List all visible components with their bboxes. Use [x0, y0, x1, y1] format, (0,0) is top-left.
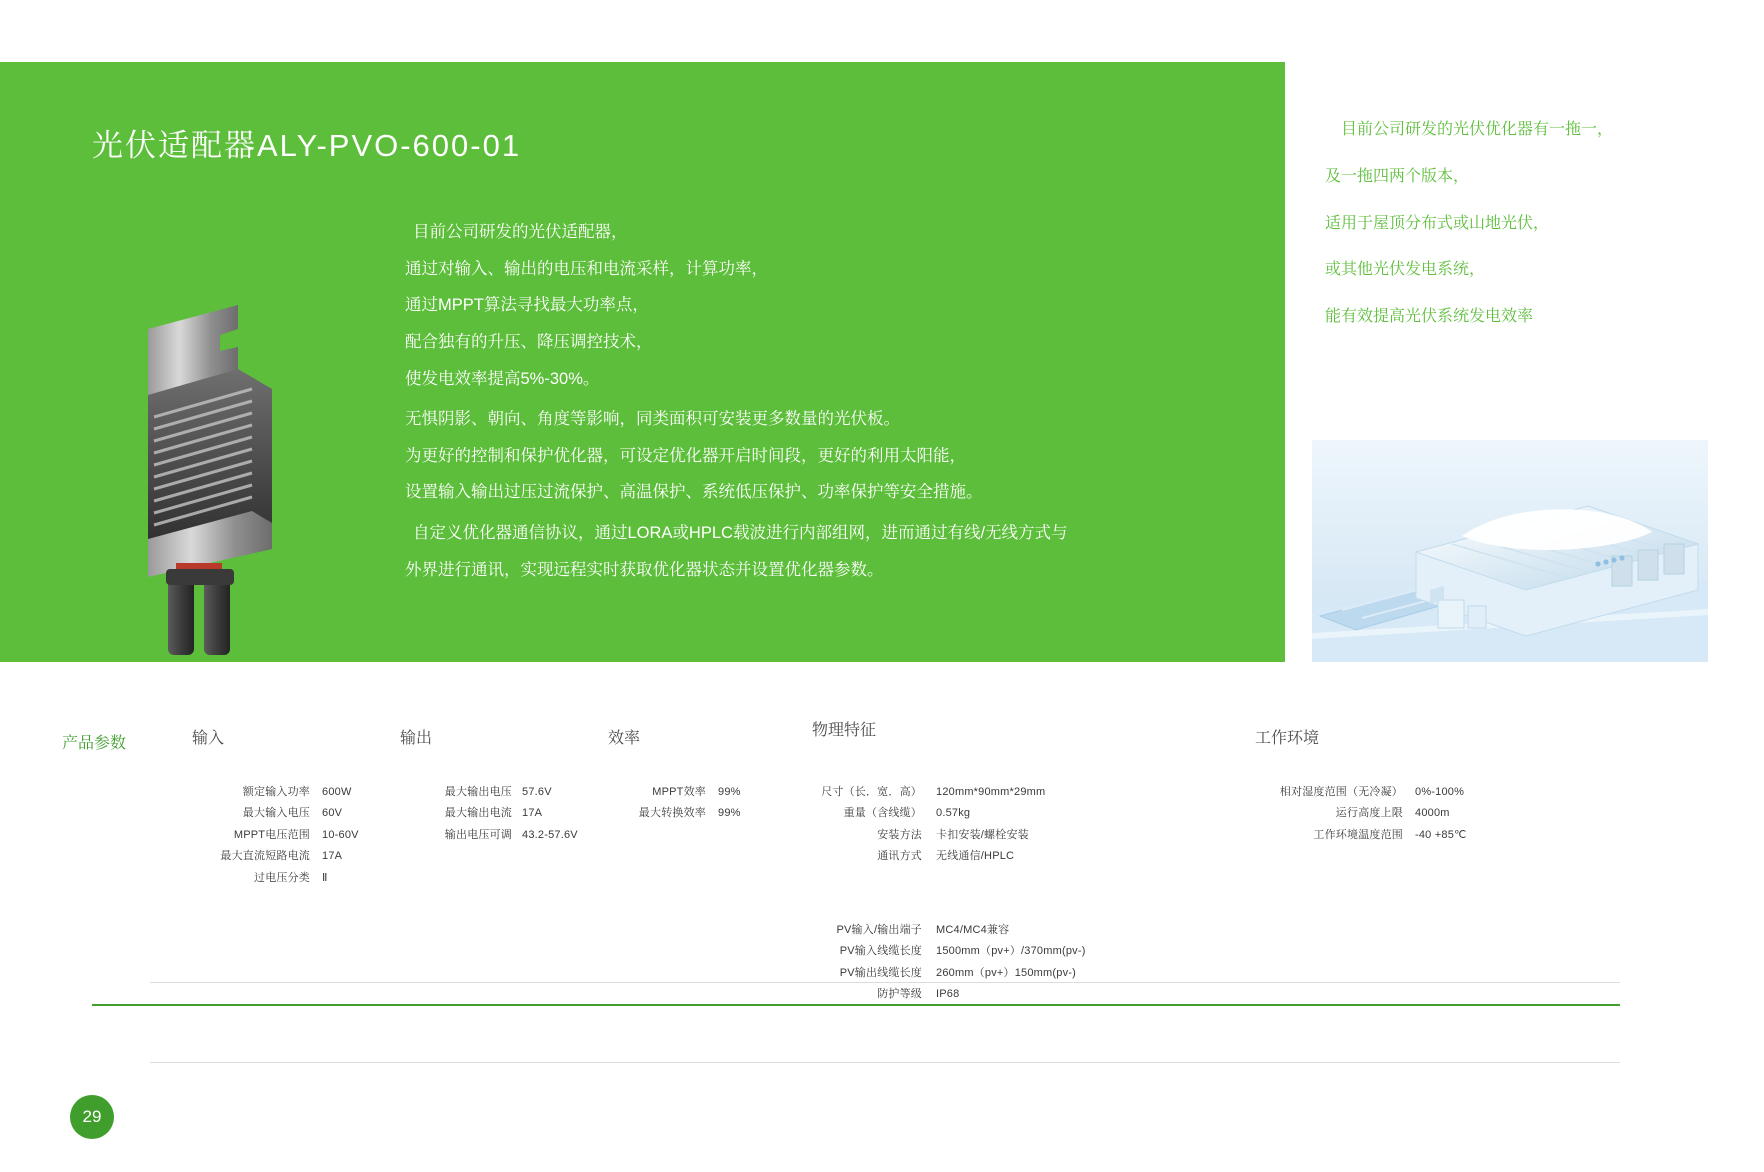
- spec-label: 输出电压可调: [444, 828, 512, 841]
- hero-line: 使发电效率提高5%-30%。: [405, 369, 600, 388]
- hero-line: 目前公司研发的光伏适配器，: [413, 223, 628, 241]
- hero-line: 通过对输入、输出的电压和电流采样，计算功率，: [405, 259, 768, 278]
- hero-paragraph-group-2: [405, 409, 1265, 503]
- divider-top: [150, 982, 1620, 983]
- spec-value: 57.6V: [522, 786, 552, 798]
- hero-line: 通过MPPT算法寻找最大功率点，: [405, 296, 649, 315]
- spec-col-environment: [1255, 725, 1467, 846]
- spec-value: 17A: [522, 807, 543, 820]
- side-line: 能有效提高光伏系统发电效率: [1325, 308, 1534, 326]
- spec-row: [812, 825, 1086, 846]
- spec-value: 0%-100%: [1415, 786, 1465, 798]
- side-line: 及一拖四两个版本，: [1325, 167, 1470, 185]
- spec-row: [812, 846, 1086, 867]
- spec-label: 最大输出电压: [444, 786, 512, 798]
- hero-line: 无惧阴影、朝向、角度等影响，同类面积可安装更多数量的光伏板。: [405, 410, 900, 429]
- hero-line: 配合独有的升压、降压调控技术，: [405, 332, 653, 351]
- spec-col-heading: 效率: [608, 730, 641, 747]
- hero-line: 自定义优化器通信协议，通过LORA或HPLC载波进行内部组网，进而通过有线/无线方式与: [413, 524, 1068, 542]
- spec-col-physical: [812, 717, 1086, 1006]
- spec-label: 重量（含线缆）: [843, 807, 922, 820]
- spec-value: 0.57kg: [936, 807, 971, 820]
- spec-label: PV输入线缆长度: [839, 945, 922, 958]
- spec-label: PV输入/输出端子: [836, 923, 922, 936]
- spec-value: 120mm*90mm*29mm: [936, 786, 1046, 798]
- spec-label: 尺寸（长．宽．高）: [821, 786, 922, 798]
- spec-label: 工作环境温度范围: [1313, 828, 1403, 841]
- side-line: 目前公司研发的光伏优化器有一拖一，: [1341, 121, 1614, 138]
- spec-value: 600W: [322, 786, 352, 798]
- spec-col-heading: 工作环境: [1255, 730, 1320, 747]
- hero-line: 外界进行通讯，实现远程实时获取优化器状态并设置优化器参数。: [405, 560, 884, 579]
- spec-row: [812, 803, 1086, 824]
- divider-accent: [92, 1004, 1620, 1006]
- side-line: 适用于屋顶分布式或山地光伏，: [1325, 214, 1550, 232]
- spec-row: [1255, 803, 1467, 824]
- page-number-badge: 29: [70, 1095, 114, 1139]
- spec-label: PV输出线缆长度: [839, 966, 922, 979]
- spec-label: 最大直流短路电流: [220, 850, 310, 863]
- side-description: [1325, 120, 1725, 354]
- hero-panel: [0, 62, 1285, 662]
- spec-label: 运行高度上限: [1335, 807, 1403, 820]
- spec-value: 1500mm（pv+）/370mm(pv-): [936, 945, 1086, 958]
- spec-row: [400, 825, 578, 846]
- spec-value: 260mm（pv+）150mm(pv-): [936, 966, 1077, 979]
- spec-row: [1255, 782, 1467, 803]
- spec-value: 99%: [718, 807, 741, 820]
- spec-row: [400, 803, 578, 824]
- spec-label: 过电压分类: [254, 871, 310, 884]
- spec-col-heading: 输出: [400, 730, 433, 747]
- spec-row: [192, 803, 359, 824]
- spec-label: MPPT电压范围: [233, 828, 310, 841]
- spec-value: 无线通信/HPLC: [936, 850, 1015, 863]
- spec-row: [812, 782, 1086, 803]
- spec-table-title: 产品参数: [62, 735, 127, 752]
- spec-value: IP68: [936, 988, 960, 1001]
- spec-label: 最大转换效率: [638, 807, 706, 820]
- divider-bottom: [150, 1062, 1620, 1063]
- spec-value: 60V: [322, 807, 343, 820]
- spec-label: 安装方法: [877, 828, 922, 841]
- hero-paragraph-group-1: [405, 222, 1265, 389]
- product-image: [120, 277, 330, 677]
- spec-row: [192, 868, 359, 889]
- spec-label: 额定输入功率: [242, 786, 310, 798]
- spec-row: [812, 963, 1086, 984]
- hero-line: 为更好的控制和保护优化器，可设定优化器开启时间段，更好的利用太阳能，: [405, 446, 966, 465]
- spec-label: 通讯方式: [877, 850, 922, 863]
- spec-row: [608, 803, 741, 824]
- spec-col-output: [400, 725, 578, 846]
- spec-row: [192, 782, 359, 803]
- spec-row: [400, 782, 578, 803]
- spec-value: 17A: [322, 850, 343, 863]
- spec-row: [1255, 825, 1467, 846]
- spec-value: -40 +85℃: [1415, 828, 1467, 841]
- spec-value: Ⅱ: [322, 871, 328, 884]
- spec-spacer: [812, 868, 1086, 920]
- page-title: 光伏适配器ALY-PVO-600-01: [92, 128, 522, 163]
- spec-value: 43.2-57.6V: [522, 828, 578, 841]
- spec-row: [192, 846, 359, 867]
- spec-col-efficiency: [608, 725, 741, 825]
- spec-row: [608, 782, 741, 803]
- spec-label: MPPT效率: [652, 786, 706, 798]
- side-line: 或其他光伏发电系统，: [1325, 261, 1486, 279]
- spec-label: 最大输出电流: [444, 807, 512, 820]
- spec-label: 防护等级: [877, 988, 922, 1001]
- spec-table: [0, 690, 1764, 1000]
- installation-photo: [1312, 440, 1708, 662]
- spec-value: 卡扣安装/螺栓安装: [936, 828, 1029, 841]
- spec-label: 最大输入电压: [242, 807, 310, 820]
- spec-title-col: [62, 730, 126, 753]
- spec-col-heading: 物理特征: [812, 722, 877, 739]
- spec-row: [192, 825, 359, 846]
- spec-row: [812, 920, 1086, 941]
- spec-row: [812, 941, 1086, 962]
- hero-paragraph-group-3: [405, 523, 1265, 580]
- hero-line: 设置输入输出过压过流保护、高温保护、系统低压保护、功率保护等安全措施。: [405, 483, 983, 502]
- spec-value: 99%: [718, 786, 741, 798]
- spec-row: [812, 984, 1086, 1005]
- spec-value: MC4/MC4兼容: [936, 923, 1010, 936]
- spec-value: 10-60V: [322, 828, 359, 841]
- hero-description: [405, 222, 1265, 596]
- spec-label: 相对湿度范围（无冷凝）: [1279, 786, 1403, 798]
- spec-col-input: [192, 725, 359, 889]
- spec-value: 4000m: [1415, 807, 1450, 820]
- spec-col-heading: 输入: [192, 730, 225, 747]
